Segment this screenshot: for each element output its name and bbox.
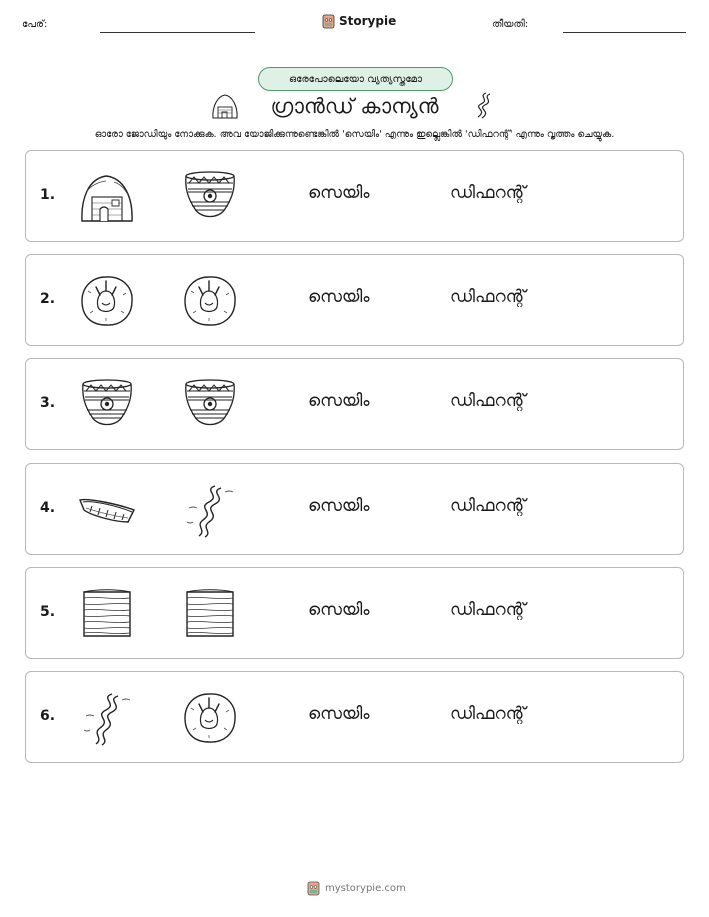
storypie-logo-icon xyxy=(307,880,320,896)
question-row xyxy=(25,358,684,450)
name-line[interactable] xyxy=(100,32,255,33)
brand-logo xyxy=(322,13,396,29)
question-number: 1. xyxy=(40,187,56,203)
brand-name: Storypie xyxy=(339,14,397,28)
river-icon xyxy=(78,690,136,746)
option-different[interactable]: ഡിഫറന്റ് xyxy=(450,287,526,308)
river-icon xyxy=(181,482,239,538)
footer xyxy=(307,880,406,896)
option-same[interactable]: സെയിം xyxy=(308,183,370,203)
question-number: 3. xyxy=(40,395,56,412)
option-different[interactable]: ഡിഫറന്റ് xyxy=(450,704,526,724)
footer-url[interactable]: mystorypie.com xyxy=(325,882,406,894)
question-number: 5. xyxy=(40,603,56,620)
instructions: ഓരോ ജോഡിയും നോക്കുക. അവ യോജിക്കുന്നുണ്ടെങ്കിൽ 'സെയിം' എന്നും ഇല്ലെങ്കിൽ 'ഡിഫറന്റ്' എന്നും വൃത്തം ചെയ്യുക. xyxy=(94,129,615,140)
pottery-icon xyxy=(181,169,239,225)
question-number: 4. xyxy=(40,499,56,516)
question-row xyxy=(25,463,684,555)
pottery-icon xyxy=(78,377,136,433)
storypie-logo-icon xyxy=(322,13,335,29)
option-different[interactable]: ഡിഫറന്റ് xyxy=(450,391,526,412)
cliff-dwelling-icon xyxy=(78,169,136,225)
option-same[interactable]: സെയിം xyxy=(308,599,370,620)
fossil-icon xyxy=(181,273,239,329)
fossil-icon xyxy=(181,690,239,746)
option-different[interactable]: ഡിഫറന്റ് xyxy=(450,599,526,620)
worksheet-title: ഗ്രാൻഡ് കാന്യൻ xyxy=(270,94,439,118)
option-different[interactable]: ഡിഫറന്റ് xyxy=(450,183,526,203)
date-line[interactable] xyxy=(563,32,686,33)
option-different[interactable]: ഡിഫറന്റ് xyxy=(450,495,526,516)
pottery-icon xyxy=(181,377,239,433)
river-icon xyxy=(468,90,498,120)
question-row xyxy=(25,671,684,763)
option-same[interactable]: സെയിം xyxy=(308,391,370,412)
question-number: 2. xyxy=(40,291,56,308)
date-label: തീയതി: xyxy=(492,19,529,30)
boat-icon xyxy=(78,482,136,538)
option-same[interactable]: സെയിം xyxy=(308,495,370,516)
rock-layers-icon xyxy=(78,586,136,642)
rock-layers-icon xyxy=(181,586,239,642)
question-row xyxy=(25,150,684,242)
option-same[interactable]: സെയിം xyxy=(308,704,370,724)
option-same[interactable]: സെയിം xyxy=(308,287,370,308)
question-row xyxy=(25,254,684,346)
question-number: 6. xyxy=(40,708,56,724)
category-pill: ഒരേപോലെയോ വ്യത്യസ്തമോ xyxy=(258,67,453,91)
fossil-icon xyxy=(78,273,136,329)
question-row xyxy=(25,567,684,659)
name-label: പേര്: xyxy=(22,19,48,30)
